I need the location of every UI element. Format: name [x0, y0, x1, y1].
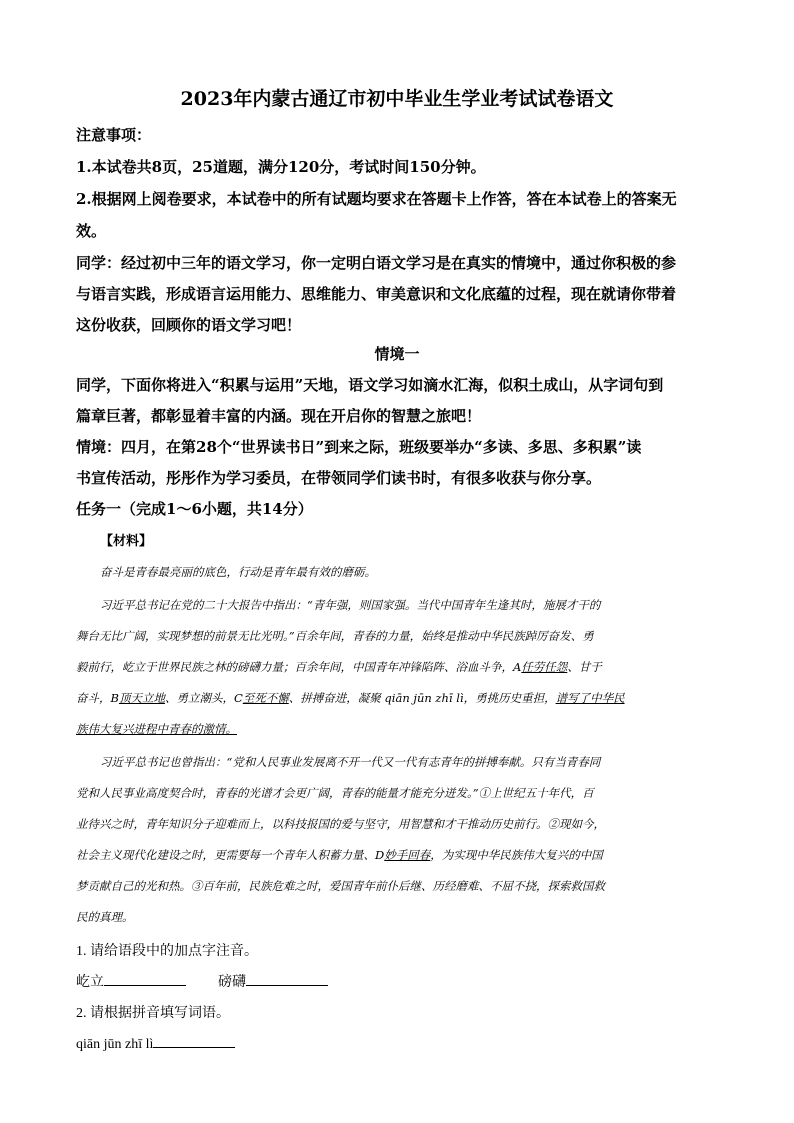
q1-blank-2[interactable]	[246, 971, 328, 986]
material-p2-line-4-mid-1: 、勇立潮头，	[164, 691, 234, 705]
material-p1: 奋斗是青春最亮丽的底色，行动是青年最有效的磨砺。	[100, 565, 376, 579]
intro-line-3: 这份收获，回顾你的语文学习吧！	[76, 316, 302, 334]
question-2-answer	[76, 1033, 235, 1053]
option-b-word: 顶天立地	[118, 691, 165, 705]
underlined-sentence-part-2: 族伟大复兴进程中青春的激情。	[76, 722, 237, 736]
q2-pinyin: qiān jūn zhī lì	[76, 1037, 154, 1052]
option-d-word: 妙手回春	[384, 848, 431, 862]
material-p2-line-4-head: 奋斗，	[76, 691, 111, 705]
intro-line-1: 同学：经过初中三年的语文学习，你一定明白语文学习是在真实的情境中，通过你积极的参	[76, 254, 677, 272]
question-1-answers	[76, 971, 328, 991]
material-p2-line-5	[76, 721, 237, 737]
material-p2-line-2: 舞台无比广阔，实现梦想的前景无比光明。”百余年间，青春的力量，始终是推动中华民族踔厉奋发、勇	[76, 629, 594, 643]
option-a-word: 任劳任怨	[521, 660, 568, 674]
section-line-2: 篇章巨著，都彰显着丰富的内涵。现在开启你的智慧之旅吧！	[76, 407, 482, 425]
material-p3-line-5: 梦贡献自己的光和热。③百年前，民族危难之时，爱国青年前仆后继、历经磨难、不屈不挠，探索救国救	[76, 879, 605, 893]
material-p2-line-4	[76, 690, 625, 706]
material-p2-line-1: 习近平总书记在党的二十大报告中指出：“青年强，则国家强。当代中国青年生逢其时，施展才干的	[100, 598, 601, 612]
q1-word-2: 磅礴	[218, 975, 246, 990]
question-1: 1. 请给语段中的加点字注音。	[76, 944, 258, 959]
notice-item-2-line-1: 2.根据网上阅卷要求，本试卷中的所有试题均要求在答题卡上作答，答在本试卷上的答案无	[76, 190, 677, 208]
option-c-word: 至死不懈	[242, 691, 289, 705]
notice-item-1: 1.本试卷共8页，25道题，满分120分，考试时间150分钟。	[76, 158, 486, 176]
option-c-mark: C	[233, 691, 243, 705]
option-a-mark: A	[513, 660, 522, 674]
material-p3-line-4	[76, 847, 603, 863]
question-2: 2. 请根据拼音填写词语。	[76, 1006, 230, 1021]
page-title: 2023年内蒙古通辽市初中毕业生学业考试试卷语文	[180, 88, 614, 110]
intro-line-2: 与语言实践，形成语言运用能力、思维能力、审美意识和文化底蕴的过程，现在就请你带着	[76, 285, 677, 303]
q1-blank-1[interactable]	[104, 971, 186, 986]
q2-blank-1[interactable]	[153, 1033, 235, 1048]
material-p3-line-4-head: 社会主义现代化建设之时，更需要每一个青年人积蓄力量、	[76, 848, 375, 862]
scenario-line-2: 书宣传活动，彤彤作为学习委员，在带领同学们读书时，有很多收获与你分享。	[76, 469, 602, 487]
material-p2-line-3	[76, 659, 602, 675]
notice-heading: 注意事项：	[76, 126, 152, 144]
option-d-mark: D	[375, 848, 385, 862]
option-b-mark: B	[110, 691, 119, 705]
underlined-sentence-part-1: 谱写了中华民	[555, 691, 625, 705]
material-p2-line-4-mid-2: 、拼搏奋进，凝聚 qiān jūn zhī lì，勇挑历史重担，	[288, 691, 556, 705]
scenario-line-1: 情境：四月，在第28个“世界读书日”到来之际，班级要举办“多读、多思、多积累”读	[76, 438, 642, 456]
task-heading: 任务一（完成1～6小题，共14分）	[76, 500, 313, 518]
material-p2-line-3-tail: 、甘于	[567, 660, 602, 674]
material-label: 【材料】	[100, 534, 153, 549]
material-p3-line-4-tail: ，为实现中华民族伟大复兴的中国	[430, 848, 603, 862]
material-p2-line-3-text: 毅前行，屹立于世界民族之林的磅礴力量；百余年间，中国青年冲锋陷阵、浴血斗争，	[76, 660, 513, 674]
section-line-1: 同学，下面你将进入“积累与运用”天地，语文学习如滴水汇海，似积土成山，从字词句到	[76, 376, 664, 394]
material-p3-line-6: 民的真理。	[76, 910, 134, 924]
material-p3-line-2: 党和人民事业高度契合时，青春的光谱才会更广阔，青春的能量才能充分迸发。”①上世纪五十年代，百	[76, 786, 594, 800]
q1-word-1: 屹立	[76, 975, 104, 990]
notice-item-2-line-2: 效。	[76, 222, 107, 240]
material-p3-line-1: 习近平总书记也曾指出：“党和人民事业发展离不开一代又一代有志青年的拼搏奉献。只有当青春同	[100, 755, 601, 769]
section-heading: 情境一	[374, 345, 420, 363]
material-p3-line-3: 业待兴之时，青年知识分子迎难而上，以科技报国的爱与坚守，用智慧和才干推动历史前行。②现如今，	[76, 817, 605, 831]
